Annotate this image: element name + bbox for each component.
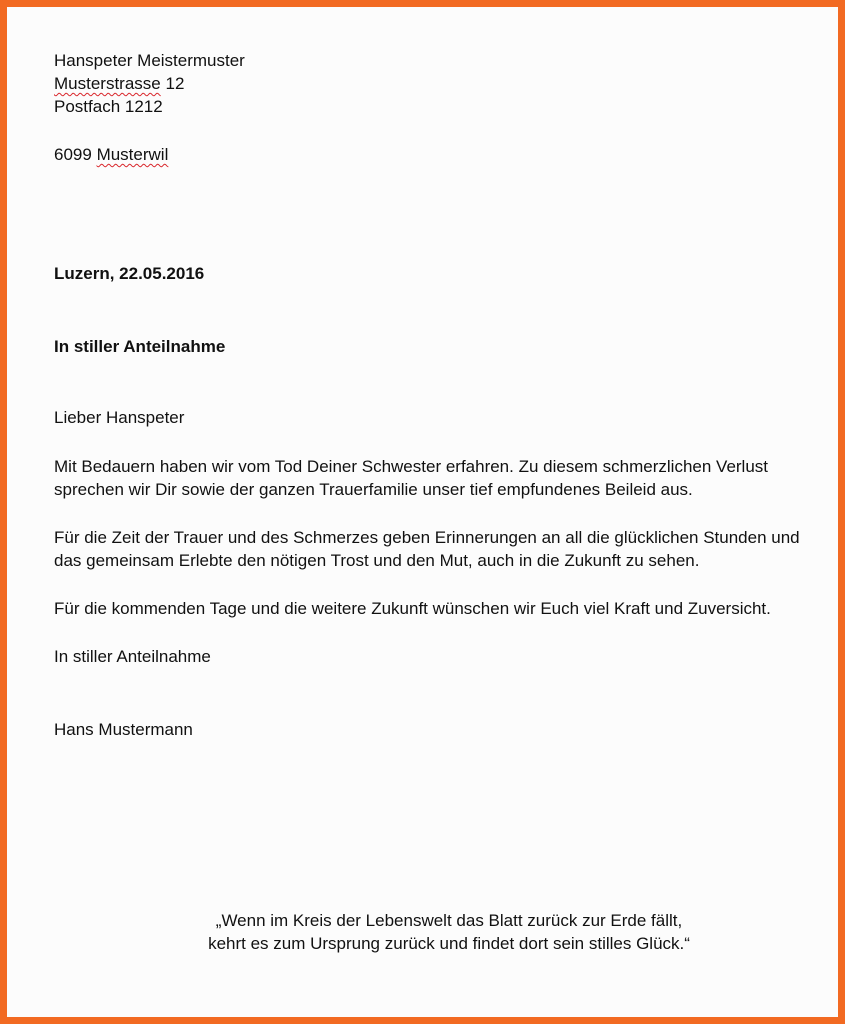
salutation: Lieber Hanspeter bbox=[54, 408, 185, 427]
sender-postbox: Postfach 1212 bbox=[54, 97, 163, 116]
sender-name: Hanspeter Meistermuster bbox=[54, 51, 245, 70]
sender-city-line bbox=[54, 143, 168, 166]
sender-city: Musterwil bbox=[96, 145, 169, 164]
quote-line-1: „Wenn im Kreis der Lebenswelt das Blatt zurück zur Erde fällt, bbox=[215, 911, 683, 930]
paragraph-1-line-2: sprechen wir Dir sowie der ganzen Trauerfamilie unser tief empfundenes Beileid aus. bbox=[54, 480, 693, 499]
closing: In stiller Anteilnahme bbox=[54, 647, 211, 666]
paragraph-2-line-2: das gemeinsam Erlebte den nötigen Trost und den Mut, auch in die Zukunft zu sehen. bbox=[54, 551, 700, 570]
sender-postal-code: 6099 bbox=[54, 145, 92, 164]
paragraph-1-line-1: Mit Bedauern haben wir vom Tod Deiner Schwester erfahren. Zu diesem schmerzlichen Verlust bbox=[54, 457, 769, 476]
quote-line-2: kehrt es zum Ursprung zurück und findet dort sein stilles Glück.“ bbox=[208, 934, 690, 953]
date-line: Luzern, 22.05.2016 bbox=[54, 264, 205, 283]
sender-street-number: 12 bbox=[165, 74, 185, 93]
letter-page bbox=[54, 7, 844, 1017]
subject-line: In stiller Anteilnahme bbox=[54, 337, 226, 356]
sender-street: Musterstrasse bbox=[54, 74, 161, 93]
paragraph-3-line-1: Für die kommenden Tage und die weitere Zukunft wünschen wir Euch viel Kraft und Zuversicht. bbox=[54, 599, 771, 618]
signature: Hans Mustermann bbox=[54, 720, 193, 739]
paragraph-2-line-1: Für die Zeit der Trauer und des Schmerzes geben Erinnerungen an all die glücklichen Stunden und bbox=[54, 528, 800, 547]
sender-street-line bbox=[54, 72, 184, 95]
